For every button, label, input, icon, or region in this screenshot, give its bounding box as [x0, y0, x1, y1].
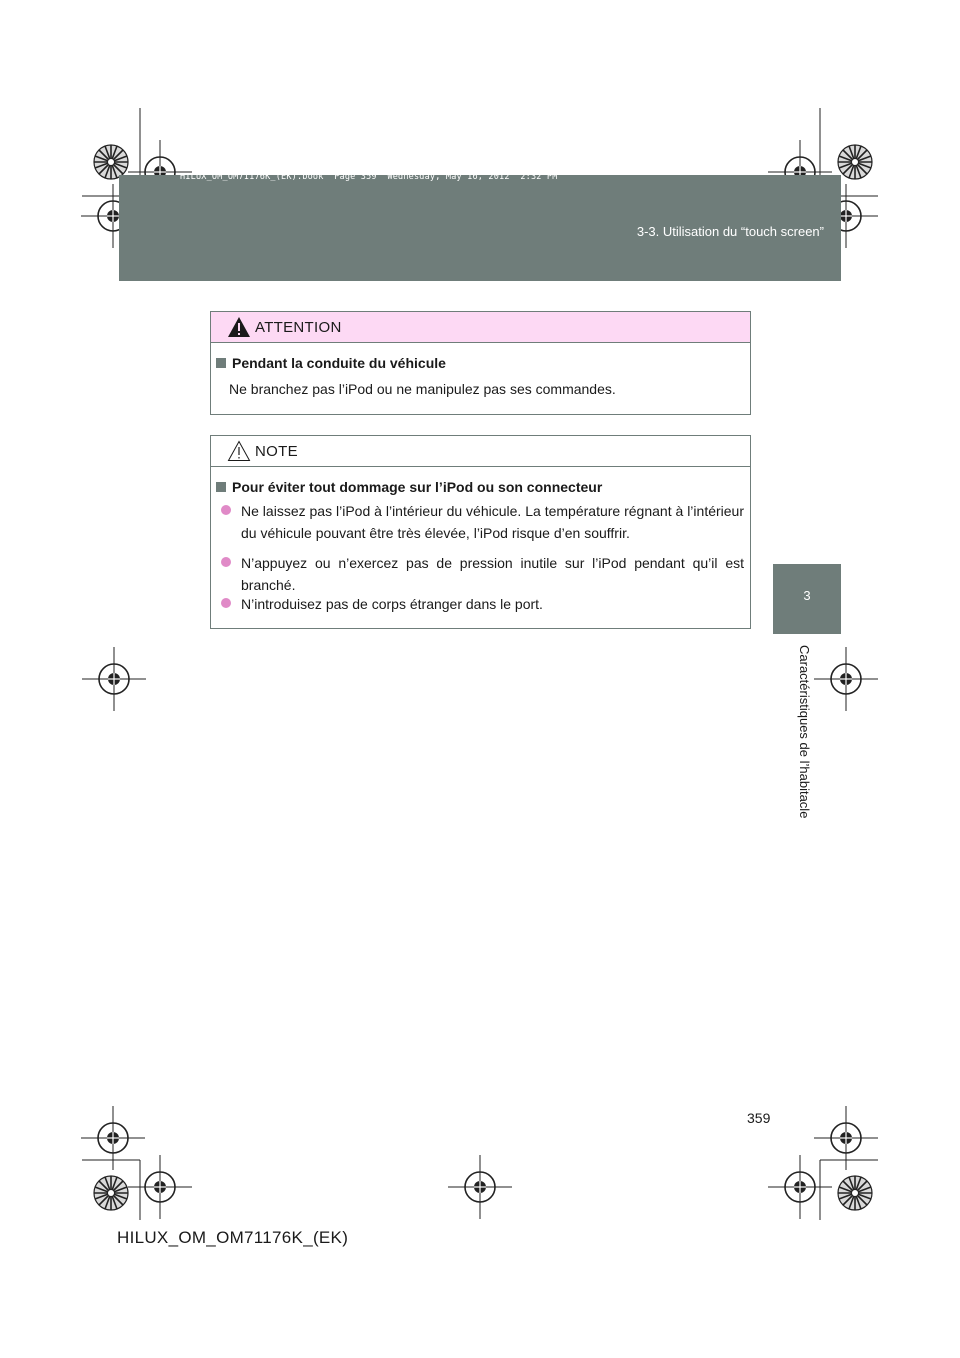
- page-number: 359: [747, 1110, 771, 1126]
- note-box: [210, 435, 751, 629]
- chapter-title-vertical: [795, 645, 815, 840]
- note-bullet-3: N’introduisez pas de corps étranger dans le port.: [221, 593, 744, 615]
- note-bullet-1: Ne laissez pas l’iPod à l’intérieur du véhicule. La température régnant à l’intérieur du véhicule pouvant être très élevée, l’iPod risque d’en souffrir.: [221, 500, 744, 544]
- chapter-title: Caractéristiques de l’habitacle: [797, 645, 812, 819]
- chapter-tab: [773, 564, 841, 634]
- caution-triangle-icon: [227, 440, 251, 462]
- attention-header: [211, 312, 750, 343]
- section-title: 3-3. Utilisation du “touch screen”: [636, 224, 824, 239]
- attention-box: [210, 311, 751, 415]
- attention-text: Ne branchez pas l’iPod ou ne manipulez pas ses commandes.: [229, 381, 616, 397]
- square-bullet-icon: [216, 482, 226, 492]
- bullet-dot-icon: [221, 557, 231, 567]
- document-code: HILUX_OM_OM71176K_(EK): [117, 1228, 349, 1247]
- note-header: [211, 436, 750, 467]
- note-label: NOTE: [255, 443, 298, 460]
- bullet-dot-icon: [221, 505, 231, 515]
- square-bullet-icon: [216, 358, 226, 368]
- warning-triangle-icon: [227, 316, 251, 338]
- attention-label: ATTENTION: [255, 319, 342, 336]
- bullet-dot-icon: [221, 598, 231, 608]
- attention-subheading: Pendant la conduite du véhicule: [216, 355, 446, 371]
- book-info-line: HILUX_OM_OM71176K_(EK).book Page 359 Wednesday, May 16, 2012 2:32 PM: [180, 172, 558, 182]
- note-subheading: Pour éviter tout dommage sur l’iPod ou son connecteur: [216, 479, 602, 495]
- note-bullet-2: N’appuyez ou n’exercez pas de pression inutile sur l’iPod pendant qu’il est branché.: [221, 552, 744, 596]
- chapter-number: 3: [803, 588, 811, 603]
